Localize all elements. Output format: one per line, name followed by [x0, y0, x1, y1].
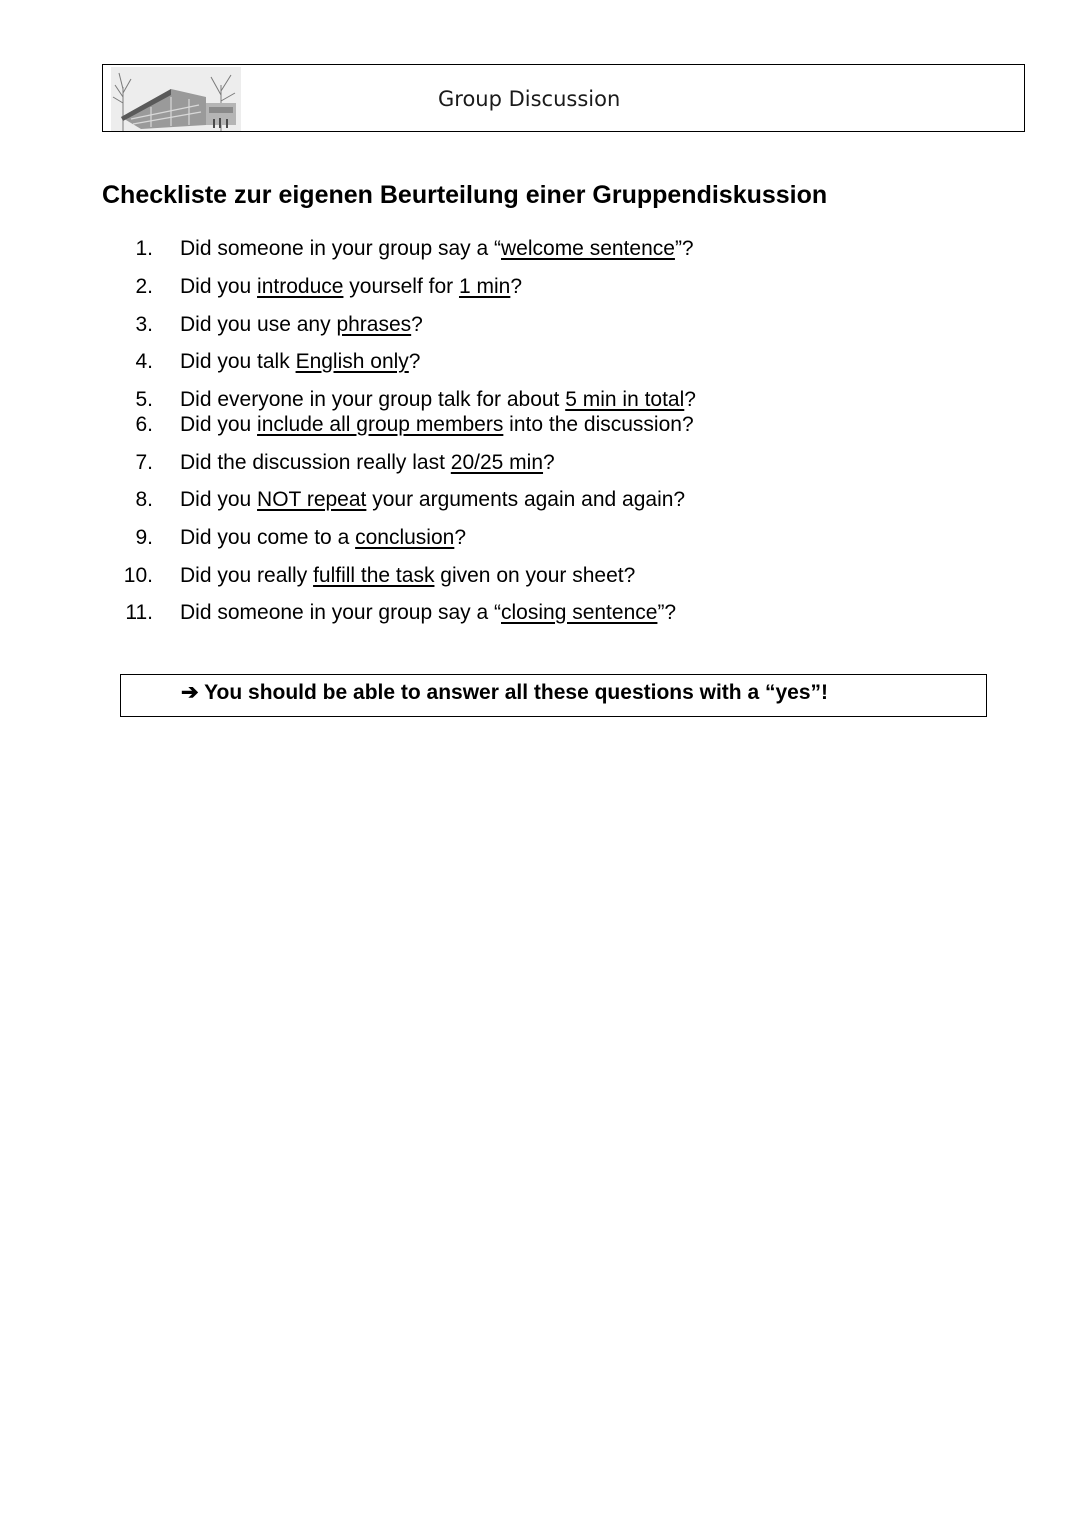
- note-message: You should be able to answer all these questions with a “yes”!: [204, 681, 828, 704]
- text-segment: Did you come to a: [180, 526, 356, 549]
- arrow-icon: ➔: [181, 681, 199, 704]
- item-text: [180, 450, 555, 476]
- item-text: [180, 487, 685, 513]
- item-text: [180, 312, 423, 338]
- item-text: [180, 387, 696, 413]
- text-segment: Did the discussion really last: [180, 451, 451, 474]
- underlined-phrase: closing sentence: [501, 601, 658, 624]
- text-segment: ?: [543, 451, 555, 474]
- header-title: Group Discussion: [438, 87, 621, 111]
- item-text: [180, 563, 635, 589]
- underlined-phrase: phrases: [336, 313, 412, 336]
- text-segment: Did you: [180, 275, 258, 298]
- building-illustration: [111, 67, 241, 131]
- item-text: [180, 600, 676, 626]
- item-number: 8.: [135, 488, 153, 511]
- page-title: Checkliste zur eigenen Beurteilung einer Gruppendiskussion: [102, 181, 828, 209]
- item-text: [180, 236, 694, 262]
- text-segment: Did someone in your group say a “: [180, 601, 501, 624]
- text-segment: Did you use any: [180, 313, 337, 336]
- text-segment: yourself for: [343, 275, 459, 298]
- item-number: 7.: [135, 451, 153, 474]
- header-box: [102, 64, 1025, 132]
- item-number: 11.: [125, 601, 153, 624]
- underlined-phrase: fulfill the task: [313, 564, 435, 587]
- conclusion-note: [120, 674, 987, 717]
- text-segment: ?: [684, 388, 696, 411]
- item-text: [180, 412, 694, 438]
- item-text: [180, 525, 466, 551]
- underlined-phrase: conclusion: [355, 526, 455, 549]
- underlined-phrase: NOT repeat: [257, 488, 367, 511]
- text-segment: Did you: [180, 413, 258, 436]
- text-segment: ?: [454, 526, 467, 549]
- item-number: 9.: [135, 526, 153, 549]
- text-segment: ”?: [674, 237, 694, 260]
- item-number: 10.: [123, 564, 153, 587]
- underlined-phrase: welcome sentence: [501, 237, 675, 260]
- note-text: [181, 680, 828, 705]
- item-number: 2.: [135, 275, 153, 298]
- text-segment: into the discussion?: [503, 413, 694, 436]
- building-photo: [111, 67, 241, 131]
- text-segment: given on your sheet?: [434, 564, 636, 587]
- underlined-phrase: 20/25 min: [450, 451, 544, 474]
- text-segment: Did everyone in your group talk for about: [180, 388, 566, 411]
- underlined-phrase: English only: [295, 350, 409, 373]
- item-text: [180, 349, 420, 375]
- underlined-phrase: 1 min: [458, 275, 511, 298]
- text-segment: your arguments again and again?: [366, 488, 686, 511]
- text-segment: Did you: [180, 488, 258, 511]
- text-segment: ”?: [657, 601, 677, 624]
- underlined-phrase: include all group members: [257, 413, 504, 436]
- underlined-phrase: introduce: [257, 275, 344, 298]
- item-number: 3.: [135, 313, 153, 336]
- text-segment: ?: [408, 350, 421, 373]
- text-segment: Did you talk: [180, 350, 296, 373]
- item-number: 1.: [135, 237, 153, 260]
- text-segment: ?: [411, 313, 423, 336]
- item-number: 5.: [135, 388, 153, 411]
- item-text: [180, 274, 522, 300]
- text-segment: ?: [510, 275, 523, 298]
- item-number: 6.: [135, 413, 153, 436]
- text-segment: Did you really: [180, 564, 314, 587]
- item-number: 4.: [135, 350, 153, 373]
- underlined-phrase: 5 min in total: [565, 388, 685, 411]
- text-segment: Did someone in your group say a “: [180, 237, 501, 260]
